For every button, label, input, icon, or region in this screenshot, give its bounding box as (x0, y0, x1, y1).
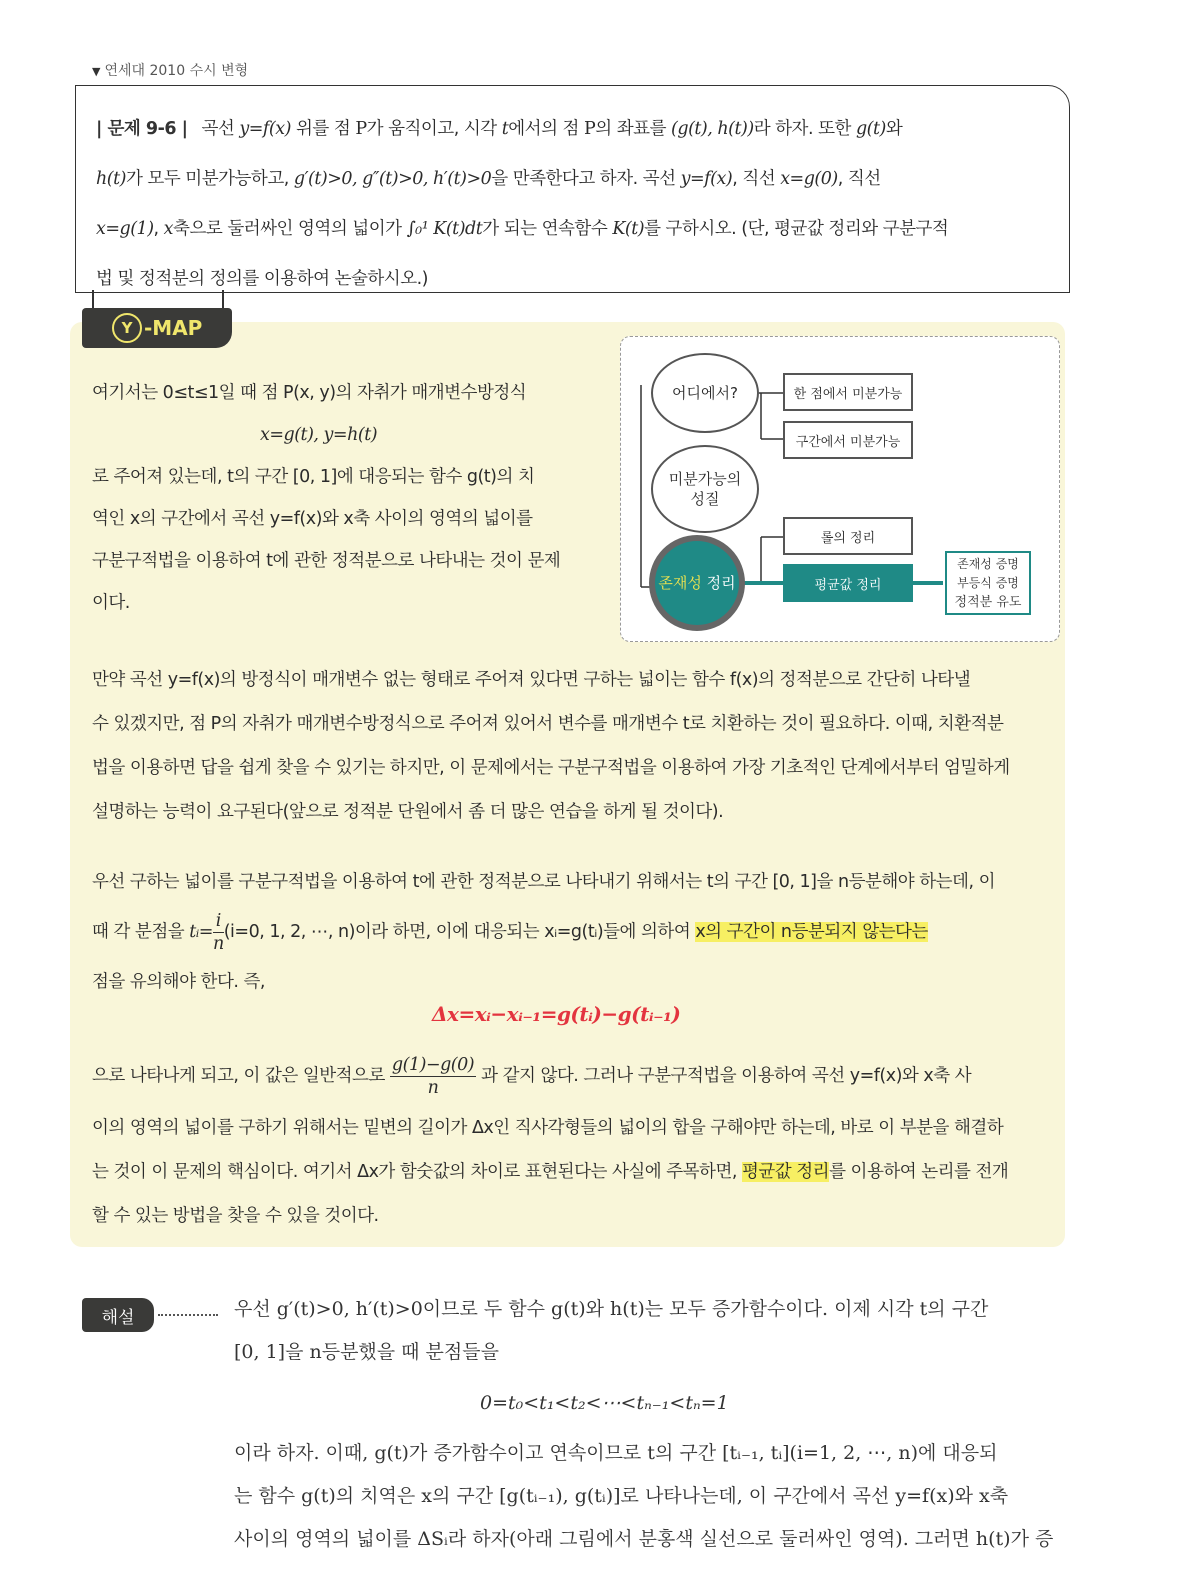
math: h(t) (96, 169, 126, 189)
concept-diagram (620, 336, 1060, 642)
text: 때 각 분점을 (92, 922, 190, 942)
box-label: 구간에서 미분가능 (795, 434, 901, 450)
existence-theorem-node (649, 535, 745, 631)
paragraph-line: 만약 곡선 y=f(x)의 방정식이 매개변수 없는 형태로 주어져 있다면 구하는 넓이는 함수 f(x)의 정적분으로 간단히 나타낼 (92, 670, 971, 690)
paragraph-line (92, 1150, 1008, 1194)
fraction-i-over-n (213, 910, 224, 955)
label-line-1: 미분가능의 (668, 470, 742, 488)
math: y=f(x) (680, 169, 733, 189)
box-label: 한 점에서 미분가능 (793, 386, 903, 402)
text: , 직선 (837, 169, 881, 189)
problem-box (75, 85, 1070, 293)
interval-differentiable-box (783, 421, 913, 459)
highlighted-text: 평균값 정리 (741, 1162, 830, 1182)
paragraph-line: 이의 영역의 넓이를 구하기 위해서는 밑변의 길이가 Δx인 직사각형들의 넓이의 합을 구해야만 하는데, 바로 이 부분을 해결하 (92, 1118, 1004, 1138)
text: , (153, 219, 164, 239)
application-item: 존재성 증명 (957, 556, 1019, 571)
solution-line: 사이의 영역의 넓이를 ΔSᵢ라 하자(아래 그림에서 분홍색 실선으로 둘러싸인 영역). 그러면 h(t)가 증 (234, 1528, 1054, 1550)
ymap-paragraph-3 (92, 1046, 1008, 1238)
intro-line: 구분구적법을 이용하여 t에 관한 정적분으로 나타내는 것이 문제 (92, 551, 561, 571)
application-item: 정적분 유도 (954, 594, 1022, 610)
text: , 직선 (732, 169, 781, 189)
differentiable-label (669, 469, 741, 509)
intro-line: 로 주어져 있는데, t의 구간 [0, 1]에 대응되는 함수 g(t)의 치 (92, 467, 535, 487)
text: 와 (885, 119, 903, 139)
text: 가 움직이고, 시각 (366, 119, 502, 139)
paragraph-line: 법을 이용하면 답을 쉽게 찾을 수 있기는 하지만, 이 문제에서는 구분구적법을 이용하여 가장 기초적인 단계에서부터 엄밀하게 (92, 758, 1010, 778)
problem-line-1 (96, 104, 1051, 154)
ymap-paragraph-1 (92, 658, 1010, 834)
denominator: n (427, 1077, 439, 1098)
dotted-leader (158, 1314, 218, 1316)
highlighted-text: x의 구간이 n등분되지 않는다는 (695, 922, 928, 942)
text: (i=0, 1, 2, ⋯, n)이라 하면, 이에 대응되는 xᵢ=g(tᵢ)들에 의하여 (223, 922, 696, 942)
fraction-g1-minus-g0-over-n (390, 1054, 476, 1099)
paragraph-line: 우선 구하는 넓이를 구분구적법을 이용하여 t에 관한 정적분으로 나타내기 위해서는 t의 구간 [0, 1]을 n등분해야 하는데, 이 (92, 872, 995, 892)
math: K(t) (612, 219, 645, 239)
existence-label (658, 573, 735, 593)
existence-highlight: 존재성 (658, 574, 702, 592)
paragraph-line: 점을 유의해야 한다. 즉, (92, 972, 265, 992)
point-differentiable-box (783, 373, 913, 411)
intro-parametric-eq: x=g(t), y=h(t) (260, 425, 378, 445)
delta-x-formula: Δx=xᵢ−xᵢ₋₁=g(tᵢ)−g(tᵢ₋₁) (432, 1002, 681, 1026)
where-label: 어디에서? (672, 384, 738, 402)
paragraph-line: 수 있겠지만, 점 P의 자취가 매개변수방정식으로 주어져 있어서 변수를 매개변수 t로 치환하는 것이 필요하다. 이때, 치환적분 (92, 714, 1004, 734)
text: 를 이용하여 논리를 전개 (829, 1162, 1009, 1182)
math: g′(t)>0, g″(t)>0, h′(t)>0 (293, 169, 492, 189)
problem-line-3 (96, 204, 1051, 254)
text: 를 구하시오. (단, 평균값 정리와 구분구적 (644, 219, 949, 239)
box-label: 롤의 정리 (820, 530, 876, 546)
ymap-badge (82, 308, 232, 348)
application-item: 부등식 증명 (957, 575, 1019, 590)
text: 가 되는 연속함수 (482, 219, 613, 239)
text: 과 같지 않다. 그러나 구분구적법을 이용하여 곡선 y=f(x)와 x축 사 (476, 1066, 972, 1086)
ymap-badge-text: -MAP (144, 316, 203, 340)
text: 의 좌표를 (595, 119, 672, 139)
text: 곡선 (201, 119, 240, 139)
denominator: n (212, 933, 224, 954)
math: x=g(0) (780, 169, 838, 189)
text: 라 하자. 또한 (753, 119, 856, 139)
solution-line: 이라 하자. 이때, g(t)가 증가함수이고 연속이므로 t의 구간 [tᵢ₋₁, tᵢ](i=1, 2, ⋯, n)에 대응되 (234, 1442, 998, 1464)
rolle-theorem-box (783, 517, 913, 555)
math: tᵢ= (189, 922, 213, 942)
math: x (163, 219, 174, 239)
ymap-intro (92, 372, 612, 624)
solution-line: 우선 g′(t)>0, h′(t)>0이므로 두 함수 g(t)와 h(t)는 모두 증가함수이다. 이제 시각 t의 구간 (234, 1298, 989, 1320)
numerator: g(1)−g(0) (391, 1054, 475, 1075)
paragraph-line: 할 수 있는 방법을 찾을 수 있을 것이다. (92, 1206, 379, 1226)
solution-line: [0, 1]을 n등분했을 때 분점들을 (234, 1341, 499, 1363)
source-text: 연세대 2010 수시 변형 (104, 63, 249, 79)
intro-line: 역인 x의 구간에서 곡선 y=f(x)와 x축 사이의 영역의 넓이를 (92, 509, 533, 529)
math: P (584, 119, 596, 139)
text: 위를 점 (290, 119, 356, 139)
text: 에서의 점 (508, 119, 585, 139)
math: t (501, 119, 509, 139)
problem-line-4: 법 및 정적분의 정의를 이용하여 논술하시오.) (96, 269, 428, 289)
existence-rest: 정리 (701, 574, 736, 592)
solution-text (234, 1288, 1053, 1561)
label-line-2: 성질 (690, 490, 720, 508)
text: 축으로 둘러싸인 영역의 넓이가 (173, 219, 407, 239)
text: 으로 나타나게 되고, 이 값은 일반적으로 (92, 1066, 390, 1086)
paragraph-line (92, 1046, 1008, 1106)
paragraph-line: 설명하는 능력이 요구된다(앞으로 정적분 단원에서 좀 더 많은 연습을 하게 될 것이다). (92, 802, 724, 822)
math: x=g(1) (96, 219, 154, 239)
source-header (92, 60, 248, 80)
intro-line: 이다. (92, 593, 130, 613)
partition-formula: 0=t₀<t₁<t₂<⋯<tₙ₋₁<tₙ=1 (480, 1392, 729, 1414)
where-node (651, 353, 759, 433)
differentiable-property-node (651, 445, 759, 533)
text: 을 만족한다고 하자. 곡선 (491, 169, 681, 189)
numerator: i (213, 910, 224, 933)
math: (g(t), h(t)) (671, 119, 754, 139)
problem-label: | 문제 9-6 | (96, 119, 188, 139)
math: P (355, 119, 367, 139)
integral-math: ∫₀¹ K(t)dt (406, 219, 483, 239)
paragraph-line (92, 904, 995, 960)
solution-line: 는 함수 g(t)의 치역은 x의 구간 [g(tᵢ₋₁), g(tᵢ)]로 나타나는데, 이 구간에서 곡선 y=f(x)와 x축 (234, 1485, 1009, 1507)
problem-line-2 (96, 154, 1051, 204)
intro-line: 여기서는 0≤t≤1일 때 점 P(x, y)의 자취가 매개변수방정식 (92, 383, 527, 403)
solution-badge: 해설 (82, 1298, 154, 1332)
mvt-applications-box (945, 551, 1031, 615)
box-label: 평균값 정리 (814, 577, 882, 593)
text: 가 모두 미분가능하고, (125, 169, 294, 189)
y-logo-icon: Y (112, 313, 142, 343)
text: 는 것이 이 문제의 핵심이다. 여기서 Δx가 함숫값의 차이로 표현된다는 사실에 주목하면, (92, 1162, 742, 1182)
mean-value-theorem-box (783, 564, 913, 602)
math: g(t) (855, 119, 886, 139)
math: y=f(x) (239, 119, 291, 139)
triangle-down-icon: ▼ (92, 65, 101, 78)
ymap-paragraph-2 (92, 860, 995, 1004)
